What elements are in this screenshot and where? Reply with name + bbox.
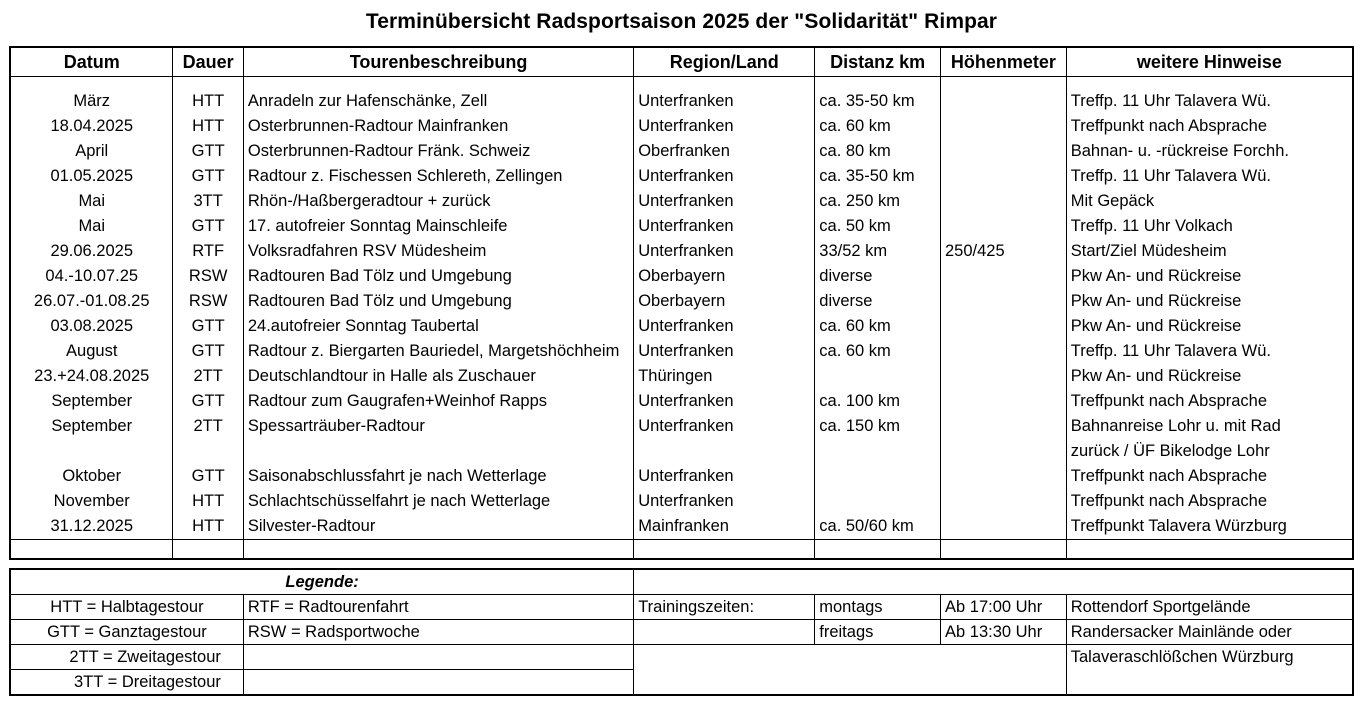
table-row (10, 264, 1353, 289)
training-location-2: Randersacker Mainlände oder (1066, 620, 1353, 645)
table-header-row (10, 47, 1353, 77)
legend-spacer-cell (1066, 569, 1353, 595)
cell-distanz (815, 464, 941, 489)
cell-tour: Radtour z. Fischessen Schlereth, Zellingen (243, 164, 633, 189)
cell-region: Oberbayern (634, 264, 815, 289)
pad-cell (10, 77, 173, 90)
cell-datum: 03.08.2025 (10, 314, 173, 339)
cell-datum: Mai (10, 214, 173, 239)
table-empty-row (10, 540, 1353, 560)
legend-section (9, 568, 1354, 696)
cell-datum: Mai (10, 189, 173, 214)
column-header-region: Region/Land (634, 47, 815, 77)
legend-spacer-cell (815, 670, 941, 696)
cell-dauer: HTT (173, 489, 243, 514)
empty-cell (243, 540, 633, 560)
pad-cell (243, 77, 633, 90)
cell-hinweis: Treffp. 11 Uhr Talavera Wü. (1066, 89, 1353, 114)
cell-distanz: ca. 60 km (815, 339, 941, 364)
legend-title: Legende: (10, 569, 634, 595)
cell-tour: Volksradfahren RSV Müdesheim (243, 239, 633, 264)
column-header-hinweise: weitere Hinweise (1066, 47, 1353, 77)
cell-datum: 01.05.2025 (10, 164, 173, 189)
empty-cell (941, 540, 1067, 560)
cell-region: Thüringen (634, 364, 815, 389)
legend-row (10, 620, 1353, 645)
cell-hoehenmeter (941, 114, 1067, 139)
cell-hoehenmeter (941, 264, 1067, 289)
cell-dauer: RSW (173, 289, 243, 314)
cell-hoehenmeter (941, 464, 1067, 489)
cell-region: Unterfranken (634, 414, 815, 439)
cell-datum (10, 439, 173, 464)
cell-distanz: ca. 150 km (815, 414, 941, 439)
empty-cell (173, 540, 243, 560)
cell-hoehenmeter (941, 89, 1067, 114)
cell-region (634, 439, 815, 464)
legend-entry-2tt: 2TT = Zweitagestour (10, 645, 243, 670)
empty-cell (10, 540, 173, 560)
training-location-1: Rottendorf Sportgelände (1066, 595, 1353, 620)
cell-dauer: GTT (173, 464, 243, 489)
column-header-dauer: Dauer (173, 47, 243, 77)
legend-row (10, 670, 1353, 696)
legend-entry-rtf: RTF = Radtourenfahrt (243, 595, 633, 620)
cell-dauer: 2TT (173, 414, 243, 439)
legend-spacer-cell (941, 569, 1067, 595)
cell-tour: Rhön-/Haßbergeradtour + zurück (243, 189, 633, 214)
column-header-hoehenmeter: Höhenmeter (941, 47, 1067, 77)
cell-dauer: GTT (173, 139, 243, 164)
training-day-freitags: freitags (815, 620, 941, 645)
cell-tour: Radtour zum Gaugrafen+Weinhof Rapps (243, 389, 633, 414)
cell-hinweis: Pkw An- und Rückreise (1066, 289, 1353, 314)
pad-cell (1066, 77, 1353, 90)
cell-hoehenmeter (941, 389, 1067, 414)
cell-hinweis: Start/Ziel Müdesheim (1066, 239, 1353, 264)
table-row (10, 464, 1353, 489)
cell-distanz: ca. 50 km (815, 214, 941, 239)
cell-datum: 18.04.2025 (10, 114, 173, 139)
table-row (10, 164, 1353, 189)
training-label-empty (634, 620, 815, 645)
cell-region: Unterfranken (634, 114, 815, 139)
cell-hinweis: Treffpunkt nach Absprache (1066, 389, 1353, 414)
pad-cell (173, 77, 243, 90)
cell-tour: 24.autofreier Sonntag Taubertal (243, 314, 633, 339)
table-row (10, 289, 1353, 314)
cell-region: Oberbayern (634, 289, 815, 314)
cell-datum: April (10, 139, 173, 164)
cell-tour: Radtouren Bad Tölz und Umgebung (243, 264, 633, 289)
legend-spacer-cell (634, 645, 815, 670)
legend-row (10, 595, 1353, 620)
cell-tour: Osterbrunnen-Radtour Mainfranken (243, 114, 633, 139)
cell-distanz: ca. 60 km (815, 314, 941, 339)
cell-distanz (815, 489, 941, 514)
cell-hoehenmeter (941, 214, 1067, 239)
cell-distanz: ca. 100 km (815, 389, 941, 414)
cell-hinweis: Pkw An- und Rückreise (1066, 314, 1353, 339)
cell-dauer: HTT (173, 114, 243, 139)
legend-entry-blank (243, 670, 633, 696)
legend-entry-blank (243, 645, 633, 670)
cell-hoehenmeter (941, 489, 1067, 514)
training-time-montags: Ab 17:00 Uhr (941, 595, 1067, 620)
cell-dauer (173, 439, 243, 464)
table-row (10, 514, 1353, 540)
cell-hoehenmeter: 250/425 (941, 239, 1067, 264)
cell-region: Unterfranken (634, 239, 815, 264)
table-body (10, 77, 1353, 560)
cell-tour: 17. autofreier Sonntag Mainschleife (243, 214, 633, 239)
training-time-freitags: Ab 13:30 Uhr (941, 620, 1067, 645)
cell-datum: 26.07.-01.08.25 (10, 289, 173, 314)
cell-region: Unterfranken (634, 464, 815, 489)
table-row (10, 89, 1353, 114)
cell-hinweis: Pkw An- und Rückreise (1066, 364, 1353, 389)
cell-distanz (815, 439, 941, 464)
cell-hoehenmeter (941, 189, 1067, 214)
cell-hinweis: Treffp. 11 Uhr Talavera Wü. (1066, 339, 1353, 364)
cell-datum: September (10, 414, 173, 439)
cell-distanz: diverse (815, 289, 941, 314)
cell-region: Unterfranken (634, 339, 815, 364)
cell-tour: Osterbrunnen-Radtour Fränk. Schweiz (243, 139, 633, 164)
cell-hoehenmeter (941, 289, 1067, 314)
cell-region: Unterfranken (634, 89, 815, 114)
cell-hoehenmeter (941, 314, 1067, 339)
cell-hinweis: Mit Gepäck (1066, 189, 1353, 214)
column-header-datum: Datum (10, 47, 173, 77)
table-row (10, 189, 1353, 214)
legend-spacer-cell (634, 569, 815, 595)
cell-dauer: RSW (173, 264, 243, 289)
legend-table (9, 568, 1354, 696)
cell-hinweis: Bahnanreise Lohr u. mit Rad (1066, 414, 1353, 439)
cell-hoehenmeter (941, 439, 1067, 464)
table-pad-row (10, 77, 1353, 90)
cell-dauer: 2TT (173, 364, 243, 389)
cell-hinweis: Treffp. 11 Uhr Volkach (1066, 214, 1353, 239)
table-row (10, 439, 1353, 464)
legend-spacer-cell (815, 645, 941, 670)
cell-region: Unterfranken (634, 214, 815, 239)
page-title: Terminübersicht Radsportsaison 2025 der "Solidarität" Rimpar (365, 10, 998, 33)
legend-entry-gtt: GTT = Ganztagestour (10, 620, 243, 645)
legend-spacer-cell (1066, 670, 1353, 696)
cell-hinweis: Treffpunkt nach Absprache (1066, 114, 1353, 139)
legend-entry-3tt: 3TT = Dreitagestour (10, 670, 243, 696)
training-day-montags: montags (815, 595, 941, 620)
cell-hinweis: Treffp. 11 Uhr Talavera Wü. (1066, 164, 1353, 189)
cell-dauer: GTT (173, 339, 243, 364)
cell-dauer: GTT (173, 214, 243, 239)
table-row (10, 314, 1353, 339)
cell-distanz (815, 364, 941, 389)
cell-tour (243, 439, 633, 464)
cell-tour: Deutschlandtour in Halle als Zuschauer (243, 364, 633, 389)
table-row (10, 339, 1353, 364)
cell-dauer: HTT (173, 89, 243, 114)
cell-hinweis: Bahnan- u. -rückreise Forchh. (1066, 139, 1353, 164)
cell-hoehenmeter (941, 364, 1067, 389)
table-row (10, 414, 1353, 439)
pad-cell (815, 77, 941, 90)
cell-hinweis: Treffpunkt nach Absprache (1066, 464, 1353, 489)
legend-row (10, 645, 1353, 670)
cell-distanz: ca. 60 km (815, 114, 941, 139)
cell-hoehenmeter (941, 414, 1067, 439)
training-label: Trainingszeiten: (634, 595, 815, 620)
cell-dauer: GTT (173, 314, 243, 339)
cell-tour: Anradeln zur Hafenschänke, Zell (243, 89, 633, 114)
cell-distanz: 33/52 km (815, 239, 941, 264)
cell-datum: Oktober (10, 464, 173, 489)
cell-dauer: GTT (173, 389, 243, 414)
cell-distanz: ca. 250 km (815, 189, 941, 214)
legend-entry-htt: HTT = Halbtagestour (10, 595, 243, 620)
table-row (10, 214, 1353, 239)
cell-region: Unterfranken (634, 314, 815, 339)
cell-distanz: ca. 50/60 km (815, 514, 941, 540)
cell-tour: Radtour z. Biergarten Bauriedel, Margetshöchheim (243, 339, 633, 364)
cell-tour: Silvester-Radtour (243, 514, 633, 540)
cell-datum: 29.06.2025 (10, 239, 173, 264)
cell-distanz: ca. 35-50 km (815, 89, 941, 114)
cell-dauer: HTT (173, 514, 243, 540)
empty-cell (1066, 540, 1353, 560)
cell-region: Unterfranken (634, 164, 815, 189)
legend-spacer-cell (634, 670, 815, 696)
table-row (10, 364, 1353, 389)
schedule-table (9, 46, 1354, 560)
pad-cell (941, 77, 1067, 90)
cell-tour: Spessarträuber-Radtour (243, 414, 633, 439)
cell-hinweis: zurück / ÜF Bikelodge Lohr (1066, 439, 1353, 464)
cell-hoehenmeter (941, 339, 1067, 364)
cell-hoehenmeter (941, 164, 1067, 189)
cell-region: Unterfranken (634, 189, 815, 214)
empty-cell (634, 540, 815, 560)
table-row (10, 389, 1353, 414)
table-header (10, 47, 1353, 77)
empty-cell (815, 540, 941, 560)
cell-hoehenmeter (941, 139, 1067, 164)
cell-tour: Radtouren Bad Tölz und Umgebung (243, 289, 633, 314)
cell-region: Mainfranken (634, 514, 815, 540)
table-row (10, 239, 1353, 264)
cell-region: Unterfranken (634, 389, 815, 414)
cell-region: Oberfranken (634, 139, 815, 164)
cell-hinweis: Treffpunkt Talavera Würzburg (1066, 514, 1353, 540)
cell-hinweis: Treffpunkt nach Absprache (1066, 489, 1353, 514)
table-row (10, 114, 1353, 139)
legend-title-row (10, 569, 1353, 595)
cell-region: Unterfranken (634, 489, 815, 514)
legend-spacer-cell (815, 569, 941, 595)
cell-dauer: GTT (173, 164, 243, 189)
cell-datum: August (10, 339, 173, 364)
cell-hoehenmeter (941, 514, 1067, 540)
legend-entry-rsw: RSW = Radsportwoche (243, 620, 633, 645)
cell-datum: November (10, 489, 173, 514)
pad-cell (634, 77, 815, 90)
cell-distanz: diverse (815, 264, 941, 289)
cell-distanz: ca. 80 km (815, 139, 941, 164)
cell-datum: September (10, 389, 173, 414)
table-row (10, 489, 1353, 514)
cell-datum: März (10, 89, 173, 114)
cell-distanz: ca. 35-50 km (815, 164, 941, 189)
column-header-distanz: Distanz km (815, 47, 941, 77)
cell-datum: 04.-10.07.25 (10, 264, 173, 289)
legend-spacer-cell (941, 645, 1067, 670)
legend-spacer-cell (941, 670, 1067, 696)
cell-tour: Schlachtschüsselfahrt je nach Wetterlage (243, 489, 633, 514)
cell-dauer: 3TT (173, 189, 243, 214)
column-header-tourenbeschreibung: Tourenbeschreibung (243, 47, 633, 77)
cell-hinweis: Pkw An- und Rückreise (1066, 264, 1353, 289)
cell-dauer: RTF (173, 239, 243, 264)
cell-tour: Saisonabschlussfahrt je nach Wetterlage (243, 464, 633, 489)
cell-datum: 31.12.2025 (10, 514, 173, 540)
table-row (10, 139, 1353, 164)
cell-datum: 23.+24.08.2025 (10, 364, 173, 389)
training-location-3: Talaveraschlößchen Würzburg (1066, 645, 1353, 670)
